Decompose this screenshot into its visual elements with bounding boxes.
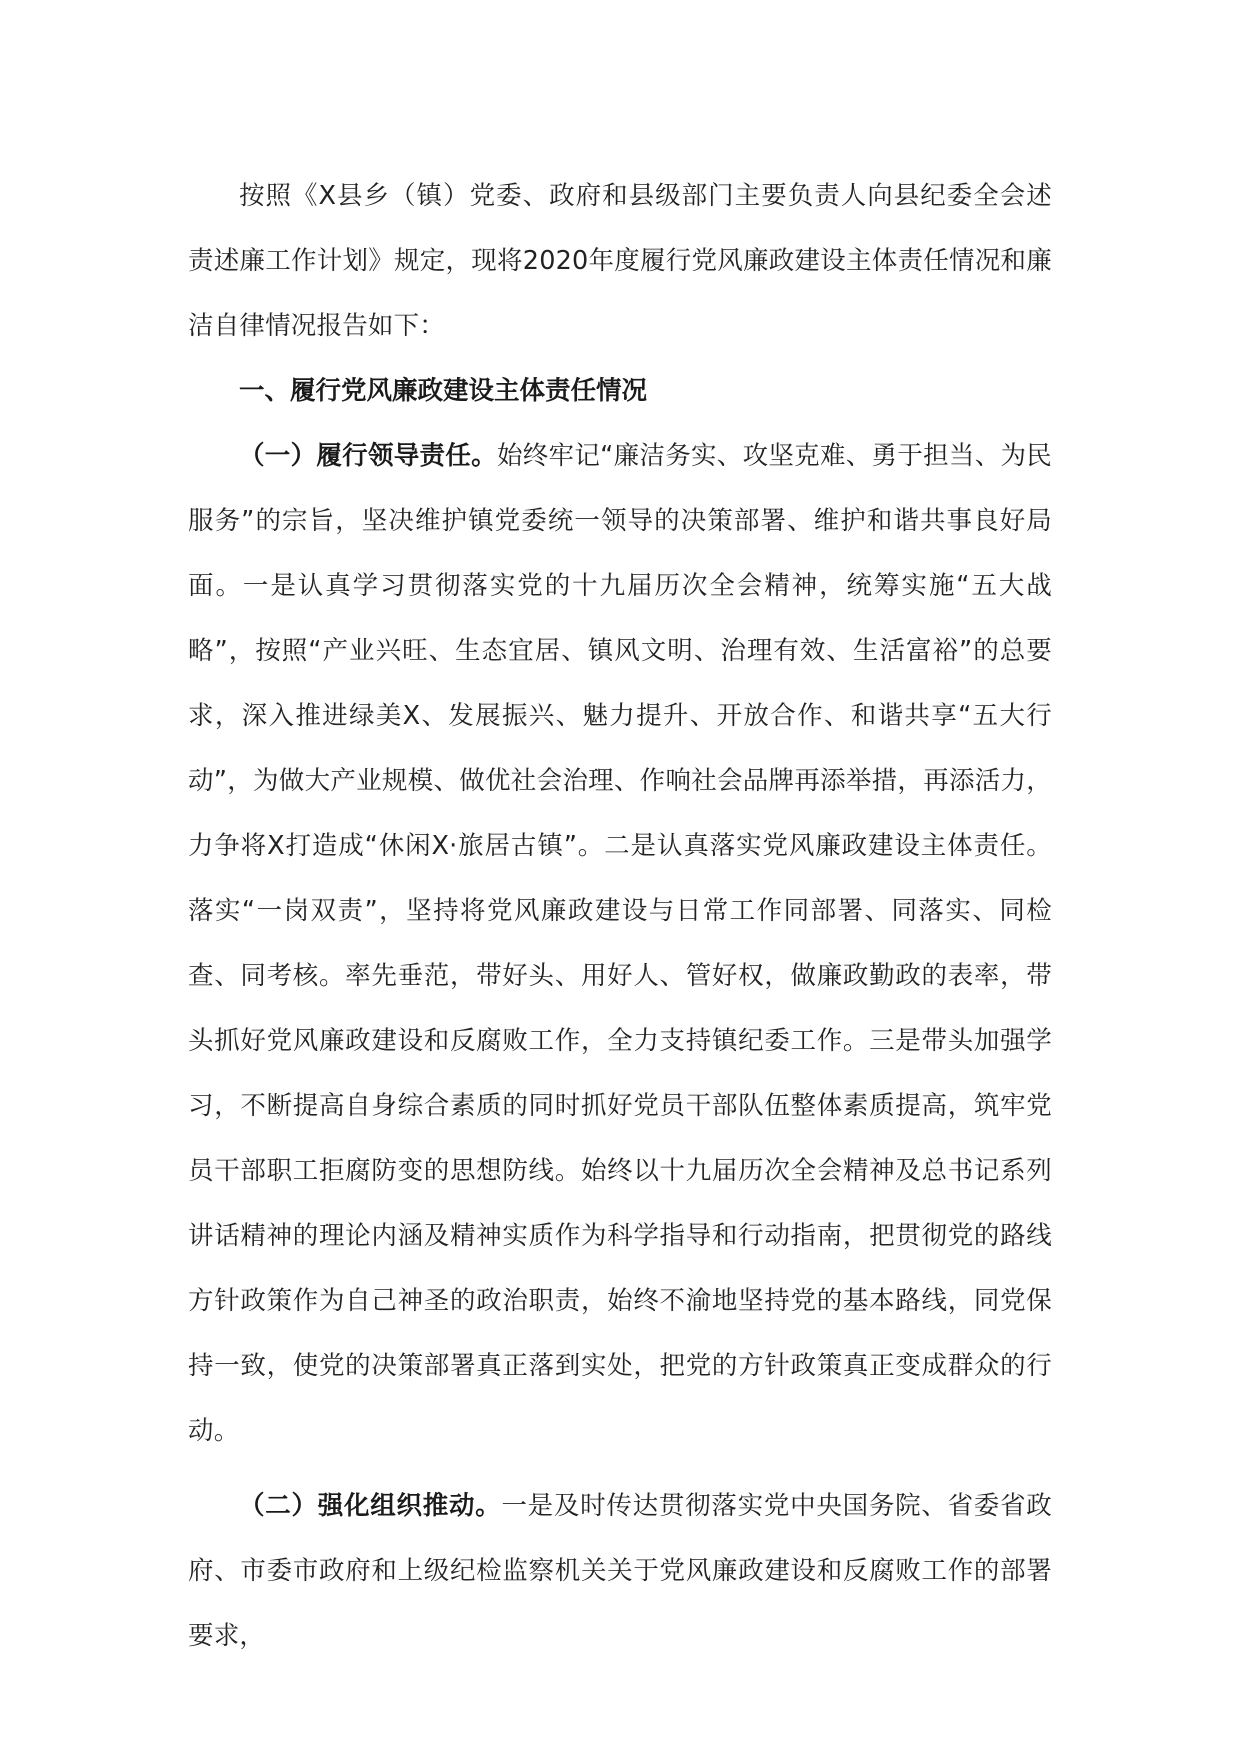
intro-paragraph: 按照《X县乡（镇）党委、政府和县级部门主要负责人向县纪委全会述责述廉工作计划》规定，现将2020年度履行党风廉政建设主体责任情况和廉洁自律情况报告如下： xyxy=(188,181,1052,341)
subsection-1-body: 始终牢记“廉洁务实、攻坚克难、勇于担当、为民服务”的宗旨，坚决维护镇党委统一领导的决策部署、维护和谐共事良好局面。一是认真学习贯彻落实党的十九届历次全会精神，统筹实施“五大战略”，按照“产业兴旺、生态宜居、镇风文明、治理有效、生活富裕”的总要求，深入推进绿美X、发展振兴、魅力提升、开放合作、和谐共享“五大行动”，为做大产业规模、做优社会治理、作响社会品牌再添举措，再添活力，力争将X打造成“休闲X·旅居古镇”。二是认真落实党风廉政建设主体责任。落实“一岗双责”，坚持将党风廉政建设与日常工作同部署、同落实、同检查、同考核。率先垂范，带好头、用好人、管好权，做廉政勤政的表率，带头抓好党风廉政建设和反腐败工作，全力支持镇纪委工作。三是带头加强学习，不断提高自身综合素质的同时抓好党员干部队伍整体素质提高，筑牢党员干部职工拒腐防变的思想防线。始终以十九届历次全会精神及总书记系列讲话精神的理论内涵及精神实质作为科学指导和行动指南，把贯彻党的路线方针政策作为自己神圣的政治职责，始终不渝地坚持党的基本路线，同党保持一致，使党的决策部署真正落到实处，把党的方针政策真正变成群众的行动。 xyxy=(188,441,1052,1446)
subsection-1-lead: （一）履行领导责任。 xyxy=(239,441,497,471)
subsection-2-body: 一是及时传达贯彻落实党中央国务院、省委省政府、市委市政府和上级纪检监察机关关于党风廉政建设和反腐败工作的部署要求， xyxy=(188,1491,1052,1651)
subsection-2-paragraph xyxy=(188,1474,1052,1669)
section-1-heading: 一、履行党风廉政建设主体责任情况 xyxy=(239,376,648,406)
document-page xyxy=(188,164,1052,1669)
subsection-2-lead: （二）强化组织推动。 xyxy=(239,1491,502,1521)
subsection-1-paragraph xyxy=(188,424,1052,1464)
